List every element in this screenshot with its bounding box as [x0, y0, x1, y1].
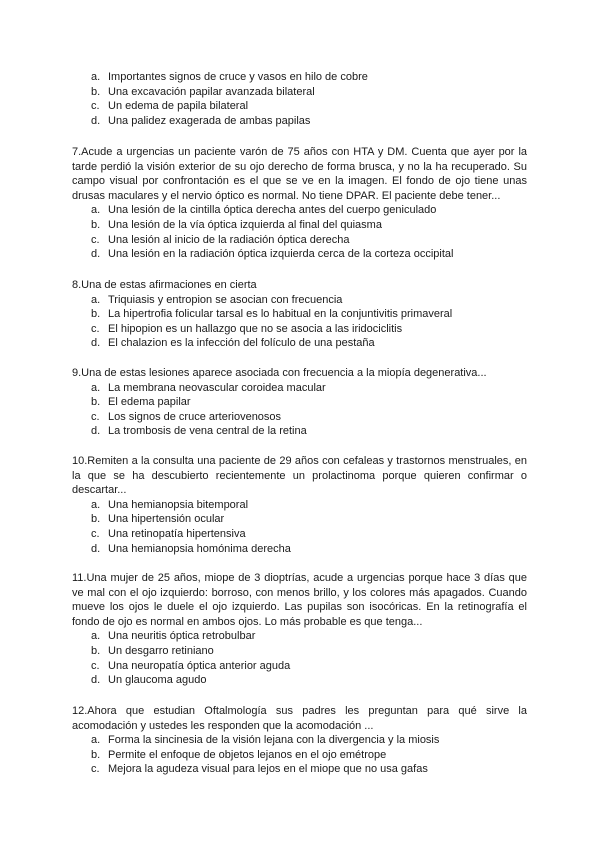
- option-text: Triquiasis y entropion se asocian con frecuencia: [108, 293, 343, 306]
- option-letter: d.: [91, 542, 101, 555]
- option-text: Una hemianopsia bitemporal: [108, 498, 249, 511]
- option-letter: c.: [91, 100, 100, 113]
- options-list: [72, 293, 527, 351]
- option-text: Una lesión de la cintilla óptica derecha antes del cuerpo geniculado: [108, 204, 437, 217]
- question-stem: 11.Una mujer de 25 años, miope de 3 dioptrías, acude a urgencias porque hace 3 días que ve mal con el ojo izquierdo: borroso, con menos brillo, y los colores más apagados. Cuando mueve los ojos le duele el ojo izquierdo. Las pupilas son isocóricas. En la retinografía el fondo de ojo es normal en ambos ojos. Lo más probable es que tenga...: [72, 572, 527, 628]
- options-list: [72, 629, 527, 687]
- question-stem: 9.Una de estas lesiones aparece asociada con frecuencia a la miopía degenerativa...: [72, 367, 487, 379]
- option-d: [72, 542, 527, 557]
- option-d: [72, 336, 527, 351]
- option-text: Una lesión de la vía óptica izquierda al final del quiasma: [108, 218, 382, 231]
- option-letter: a.: [91, 734, 101, 747]
- question-stem: 12.Ahora que estudian Oftalmología sus padres les preguntan para qué sirve la acomodación y ustedes les responden que la acomodación ...: [72, 705, 527, 732]
- option-text: Una lesión en la radiación óptica izquierda cerca de la corteza occipital: [108, 248, 454, 261]
- option-c: [72, 322, 527, 337]
- option-letter: b.: [91, 308, 101, 321]
- option-c: [72, 762, 527, 777]
- option-text: Una neuritis óptica retrobulbar: [108, 630, 256, 643]
- options-list: [72, 498, 527, 556]
- option-text: La trombosis de vena central de la retina: [108, 425, 307, 438]
- option-letter: b.: [91, 218, 101, 231]
- option-a: [72, 733, 527, 748]
- question-7: [72, 145, 527, 262]
- option-text: Una retinopatía hipertensiva: [108, 527, 246, 540]
- option-b: [72, 85, 527, 100]
- option-c: [72, 233, 527, 248]
- option-letter: a.: [91, 204, 101, 217]
- question-6-continued: [72, 70, 527, 128]
- question-12: [72, 704, 527, 777]
- option-b: [72, 512, 527, 527]
- options-list: [72, 203, 527, 261]
- option-text: Los signos de cruce arteriovenosos: [108, 410, 282, 423]
- option-a: [72, 70, 527, 85]
- option-a: [72, 381, 527, 396]
- option-letter: a.: [91, 71, 101, 83]
- option-letter: c.: [91, 410, 100, 423]
- option-letter: c.: [91, 233, 100, 246]
- option-d: [72, 247, 527, 262]
- option-text: Una lesión al inicio de la radiación óptica derecha: [108, 233, 350, 246]
- option-c: [72, 99, 527, 114]
- option-d: [72, 673, 527, 688]
- option-letter: b.: [91, 513, 101, 526]
- option-letter: c.: [91, 659, 100, 672]
- option-a: [72, 629, 527, 644]
- option-b: [72, 218, 527, 233]
- option-letter: d.: [91, 114, 101, 127]
- option-letter: c.: [91, 527, 100, 540]
- option-letter: d.: [91, 674, 101, 687]
- option-d: [72, 114, 527, 129]
- option-text: Mejora la agudeza visual para lejos en el miope que no usa gafas: [108, 763, 428, 776]
- option-text: Un desgarro retiniano: [108, 644, 214, 657]
- option-text: La membrana neovascular coroidea macular: [108, 381, 326, 394]
- option-text: Una hemianopsia homónima derecha: [108, 542, 291, 555]
- option-c: [72, 410, 527, 425]
- option-text: Importantes signos de cruce y vasos en hilo de cobre: [108, 71, 368, 83]
- question-10: [72, 454, 527, 556]
- option-text: Un glaucoma agudo: [108, 674, 207, 687]
- option-b: [72, 307, 527, 322]
- options-list: [72, 733, 527, 777]
- option-letter: b.: [91, 396, 101, 409]
- option-text: Una hipertensión ocular: [108, 513, 225, 526]
- question-11: [72, 571, 527, 688]
- question-stem: 7.Acude a urgencias un paciente varón de 75 años con HTA y DM. Cuenta que ayer por la tarde perdió la visión exterior de su ojo derecho de forma brusca, y no la ha recuperado. Su campo visual por confrontación es el que se ve en la imagen. El fondo de ojo tiene unas drusas maculares y el nervio óptico es normal. No tiene DPAR. El paciente debe tener...: [72, 146, 527, 202]
- option-a: [72, 203, 527, 218]
- option-letter: b.: [91, 644, 101, 657]
- option-c: [72, 659, 527, 674]
- option-letter: d.: [91, 248, 101, 261]
- option-letter: a.: [91, 381, 101, 394]
- option-b: [72, 644, 527, 659]
- option-letter: a.: [91, 293, 101, 306]
- option-letter: c.: [91, 322, 100, 335]
- options-list: [72, 70, 527, 128]
- option-text: El hipopion es un hallazgo que no se asocia a las iridociclitis: [108, 322, 403, 335]
- option-letter: d.: [91, 337, 101, 350]
- question-8: [72, 278, 527, 351]
- option-letter: c.: [91, 763, 100, 776]
- option-c: [72, 527, 527, 542]
- option-letter: a.: [91, 498, 101, 511]
- option-a: [72, 498, 527, 513]
- option-b: [72, 748, 527, 763]
- options-list: [72, 381, 527, 439]
- question-stem: 10.Remiten a la consulta una paciente de 29 años con cefaleas y trastornos menstruales, en la que se ha descubierto recientemente un prolactinoma porque quieren confirmar o descartar...: [72, 455, 527, 497]
- option-text: Permite el enfoque de objetos lejanos en el ojo emétrope: [108, 748, 387, 761]
- option-letter: b.: [91, 85, 101, 98]
- question-9: [72, 366, 527, 439]
- option-text: El edema papilar: [108, 396, 191, 409]
- option-text: Una palidez exagerada de ambas papilas: [108, 114, 311, 127]
- option-letter: a.: [91, 630, 101, 643]
- option-text: Una excavación papilar avanzada bilateral: [108, 85, 315, 98]
- option-text: Forma la sincinesia de la visión lejana con la divergencia y la miosis: [108, 734, 440, 747]
- question-stem: 8.Una de estas afirmaciones en cierta: [72, 279, 257, 291]
- option-text: Una neuropatía óptica anterior aguda: [108, 659, 291, 672]
- option-a: [72, 293, 527, 308]
- option-d: [72, 424, 527, 439]
- option-b: [72, 395, 527, 410]
- option-text: La hipertrofia folicular tarsal es lo habitual en la conjuntivitis primaveral: [108, 308, 453, 321]
- option-text: Un edema de papila bilateral: [108, 100, 249, 113]
- option-letter: b.: [91, 748, 101, 761]
- option-letter: d.: [91, 425, 101, 438]
- option-text: El chalazion es la infección del folículo de una pestaña: [108, 337, 375, 350]
